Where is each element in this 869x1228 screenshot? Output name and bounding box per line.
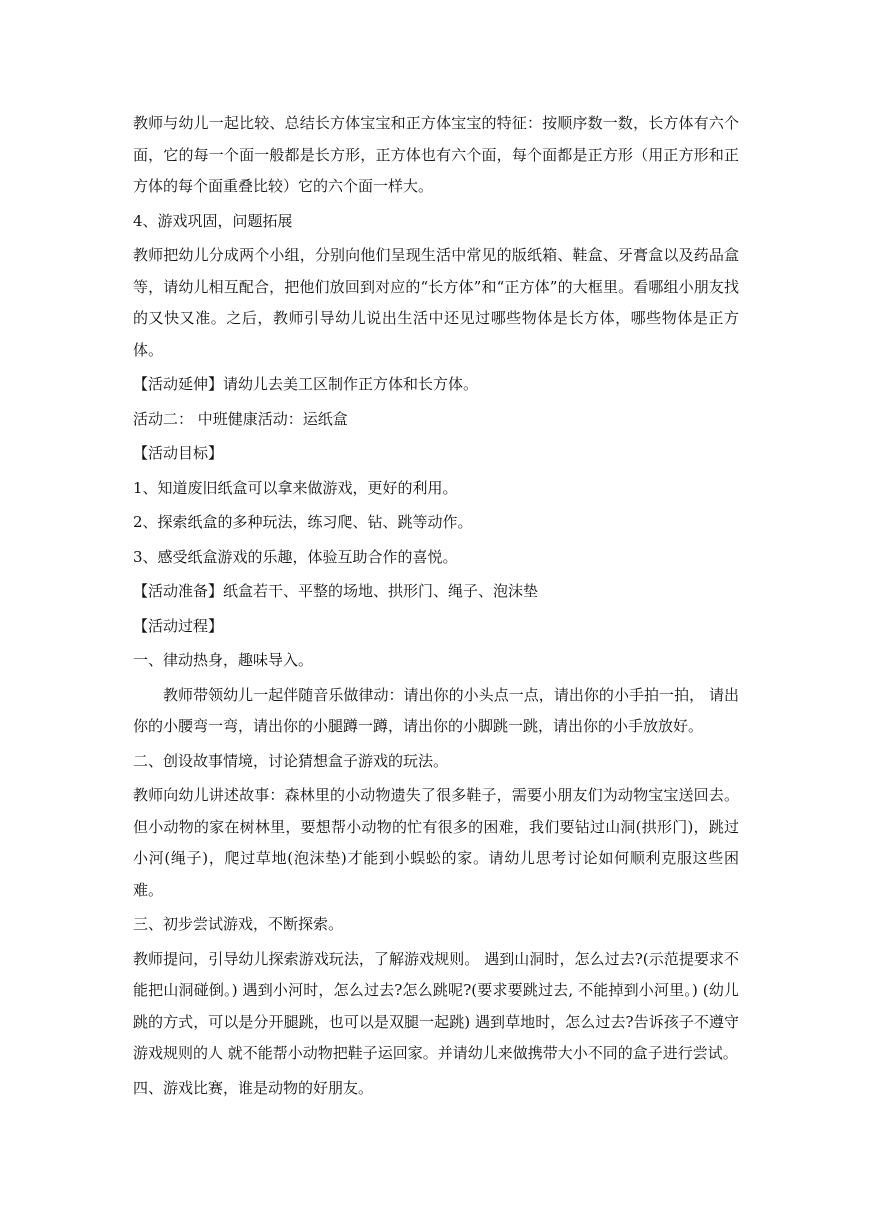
goal-item-2: 2、探索纸盒的多种玩法，练习爬、钻、跳等动作。 [133, 513, 473, 531]
paragraph-activity-extension: 【活动延伸】请幼儿去美工区制作正方体和长方体。 [133, 375, 479, 393]
heading-activity-goals: 【活动目标】 [133, 444, 224, 462]
heading-step-1: 一、律动热身，趣味导入。 [133, 651, 314, 669]
goal-item-3: 3、感受纸盒游戏的乐趣，体验互助合作的喜悦。 [133, 547, 458, 566]
paragraph-features-summary: 教师与幼儿一起比较、总结长方体宝宝和正方体宝宝的特征：按顺序数一数，长方体有六个面，它的每一个面一般都是长方形，正方体也有六个面，每个面都是正方形（用正方形和正方体的每个面重叠比较）它的六个面一样大。 [133, 114, 739, 195]
goal-item-1: 1、知道废旧纸盒可以拿来做游戏，更好的利用。 [133, 478, 458, 497]
heading-step-2: 二、创设故事情境，讨论猜想盒子游戏的玩法。 [133, 751, 449, 770]
paragraph-activity-preparation: 【活动准备】纸盒若干、平整的场地、拱形门、绳子、泡沫垫 [133, 582, 539, 600]
heading-step-4: 四、游戏比赛，谁是动物的好朋友。 [133, 1078, 374, 1097]
heading-step-3: 三、初步尝试游戏，不断探索。 [133, 915, 344, 933]
paragraph-group-game: 教师把幼儿分成两个小组，分别向他们呈现生活中常见的版纸箱、鞋盒、牙膏盒以及药品盒等，请幼儿相互配合，把他们放回到对应的“长方体”和“正方体”的大框里。看哪组小朋友找的又快又准。之后，教师引导幼儿说出生活中还见过哪些物体是长方体，哪些物体是正方体。 [133, 246, 739, 359]
paragraph-explore-rules: 教师提问，引导幼儿探索游戏玩法，了解游戏规则。 遇到山洞时，怎么过去?(示范提要求不能把山洞碰倒。) 遇到小河时，怎么过去?怎么跳呢?(要求要跳过去, 不能掉到小河里。) (幼儿跳的方式，可以是分开腿跳，也可以是双腿一起跳) 遇到草地时，怎么过去?告诉孩子不遵守游戏规则的人 就不能帮小动物把鞋子运回家。并请幼儿来做携带大小不同的盒子进行尝试。 [133, 949, 739, 1062]
document-page [133, 108, 739, 1107]
paragraph-warmup: 教师带领幼儿一起伴随音乐做律动：请出你的小头点一点，请出你的小手拍一拍， 请出你的小腰弯一弯，请出你的小腿蹲一蹲，请出你的小脚跳一跳，请出你的小手放放好。 [133, 685, 739, 735]
heading-activity-two: 活动二： 中班健康活动：运纸盒 [133, 409, 348, 428]
heading-activity-process: 【活动过程】 [133, 616, 224, 635]
paragraph-story: 教师向幼儿讲述故事：森林里的小动物遗失了很多鞋子，需要小朋友们为动物宝宝送回去。但小动物的家在树林里，要想帮小动物的忙有很多的困难，我们要钻过山洞(拱形门)，跳过小河(绳子)，爬过草地(泡沫垫)才能到小蜈蚣的家。请幼儿思考讨论如何顺利克服这些困难。 [133, 786, 739, 899]
heading-game-consolidation: 4、游戏巩固，问题拓展 [133, 211, 293, 230]
